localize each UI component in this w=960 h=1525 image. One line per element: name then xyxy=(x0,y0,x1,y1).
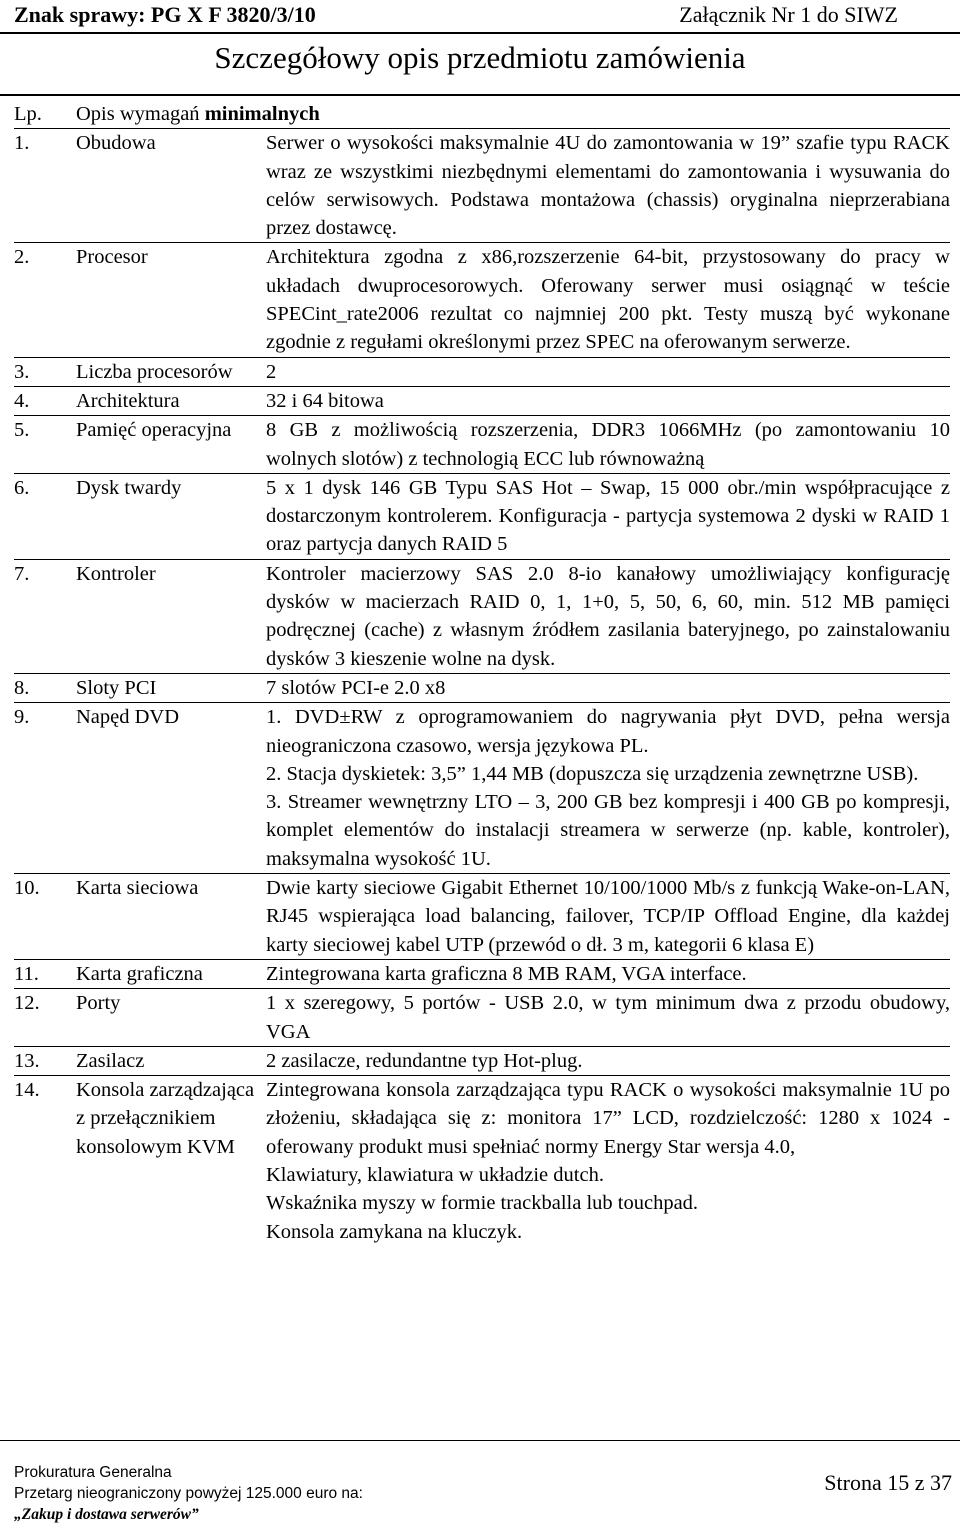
row-number: 11. xyxy=(14,962,39,985)
row-number: 3. xyxy=(14,360,30,383)
row-requirement: Dwie karty sieciowe Gigabit Ethernet 10/100/1000 Mb/s z funkcją Wake-on-LAN, RJ45 wspierająca load balancing, failover, TCP/IP Offload Engine, dla każdej karty sieciowej kabel UTP (przewód o dł. 3 m, kategorii 6 klasa E) xyxy=(266,877,950,956)
table-row xyxy=(14,358,950,387)
row-requirement xyxy=(266,1076,950,1246)
table-row xyxy=(14,703,950,874)
column-header-number: Lp. xyxy=(14,103,42,125)
table-row xyxy=(14,674,950,703)
footer-subject: „Zakup i dostawa serwerów” xyxy=(14,1506,199,1523)
table-row xyxy=(14,1076,950,1246)
row-component-name: Kontroler xyxy=(76,562,156,585)
row-component-name: Liczba procesorów xyxy=(76,360,233,383)
row-component-name: Pamięć operacyjna xyxy=(76,419,232,442)
row-requirement: 32 i 64 bitowa xyxy=(266,389,384,412)
row-number: 2. xyxy=(14,246,30,269)
row-requirement: 5 x 1 dysk 146 GB Typu SAS Hot – Swap, 15 000 obr./min współpracujące z dostarczonym kontrolerem. Konfiguracja - partycja systemowa 2 dyski w RAID 1 oraz partycja danych RAID 5 xyxy=(266,476,950,556)
row-number: 4. xyxy=(14,389,30,412)
document-title: Szczegółowy opis przedmiotu zamówienia xyxy=(214,40,746,75)
row-component-name: Zasilacz xyxy=(76,1049,145,1072)
row-requirement: 1 x szeregowy, 5 portów - USB 2.0, w tym minimum dwa z przodu obudowy, VGA xyxy=(266,992,950,1043)
attachment-label: Załącznik Nr 1 do SIWZ xyxy=(679,2,898,27)
row-requirement: Zintegrowana karta graficzna 8 MB RAM, VGA interface. xyxy=(266,962,747,985)
row-number: 12. xyxy=(14,992,40,1015)
row-component-name: Napęd DVD xyxy=(76,706,180,729)
table-header-row xyxy=(14,100,950,129)
row-component-name: Obudowa xyxy=(76,132,156,155)
page-header xyxy=(14,2,898,28)
specification-table xyxy=(14,100,950,1246)
row-requirement xyxy=(266,703,950,873)
row-component-name: Karta sieciowa xyxy=(76,877,199,900)
footer-tender: Przetarg nieograniczony powyżej 125.000 euro na: xyxy=(14,1485,363,1502)
table-row xyxy=(14,474,950,560)
column-header-description xyxy=(76,100,950,128)
footer-info xyxy=(14,1462,363,1525)
page-number: Strona 15 z 37 xyxy=(824,1470,952,1495)
row-number: 13. xyxy=(14,1049,40,1072)
case-mark: Znak sprawy: PG X F 3820/3/10 xyxy=(14,2,316,27)
row-requirement: 2 zasilacze, redundantne typ Hot-plug. xyxy=(266,1049,583,1072)
requirement-line: Konsola zamykana na kluczyk. xyxy=(266,1220,523,1243)
requirement-line: 1. DVD±RW z oprogramowaniem do nagrywania płyt DVD, pełna wersja nieograniczona czasowo, wersja językowa PL. xyxy=(266,706,950,757)
row-number: 1. xyxy=(14,132,30,155)
table-body xyxy=(14,129,950,1246)
footer-organization: Prokuratura Generalna xyxy=(14,1464,172,1481)
table-row xyxy=(14,874,950,960)
footer-divider xyxy=(0,1440,960,1441)
requirement-line: Wskaźnika myszy w formie trackballa lub touchpad. xyxy=(266,1192,699,1215)
row-number: 8. xyxy=(14,676,30,699)
column-header-description-emphasis: minimalnych xyxy=(204,103,320,125)
row-component-name: Porty xyxy=(76,992,121,1015)
row-component-name: Dysk twardy xyxy=(76,476,182,499)
row-component-name: Procesor xyxy=(76,246,148,269)
column-header-description-text: Opis wymagań xyxy=(76,103,205,125)
row-number: 6. xyxy=(14,476,30,499)
row-number: 5. xyxy=(14,419,30,442)
row-requirement: Kontroler macierzowy SAS 2.0 8-io kanałowy umożliwiający konfigurację dysków w macierzach RAID 0, 1, 1+0, 5, 50, 6, 60, min. 512 MB pamięci podręcznej (cache) z własnym źródłem zasilania bateryjnego, po zainstalowaniu dysków 3 kieszenie wolne na dysk. xyxy=(266,562,950,670)
table-row xyxy=(14,1047,950,1076)
row-requirement: 2 xyxy=(266,360,277,383)
row-component-name: Konsola zarządzająca z przełącznikiem konsolowym KVM xyxy=(76,1079,255,1158)
row-number: 7. xyxy=(14,562,30,585)
table-row xyxy=(14,416,950,474)
row-component-name: Karta graficzna xyxy=(76,962,203,985)
requirement-line: 3. Streamer wewnętrzny LTO – 3, 200 GB bez kompresji i 400 GB po kompresji, komplet elementów do instalacji streamera w serwerze (np. kable, kontroler), maksymalna wysokość 1U. xyxy=(266,791,950,870)
row-number: 14. xyxy=(14,1079,40,1102)
row-requirement: Serwer o wysokości maksymalnie 4U do zamontowania w 19” szafie typu RACK wraz ze wszystkimi niezbędnymi elementami do zamontowania i wysuwania do celów serwisowych. Podstawa montażowa (chassis) oryginalna nieprzerabiana przez dostawcę. xyxy=(266,132,950,240)
row-requirement: 7 slotów PCI-e 2.0 x8 xyxy=(266,676,446,699)
table-row xyxy=(14,989,950,1047)
title-divider xyxy=(0,94,960,96)
table-row xyxy=(14,129,950,243)
row-component-name: Sloty PCI xyxy=(76,676,157,699)
table-row xyxy=(14,560,950,674)
requirement-line: 2. Stacja dyskietek: 3,5” 1,44 MB (dopuszcza się urządzenia zewnętrzne USB). xyxy=(266,762,919,785)
header-divider xyxy=(0,32,960,34)
row-number: 10. xyxy=(14,877,40,900)
requirement-line: Klawiatury, klawiatura w układzie dutch. xyxy=(266,1163,604,1186)
row-requirement: 8 GB z możliwością rozszerzenia, DDR3 1066MHz (po zamontowaniu 10 wolnych slotów) z technologią ECC lub równoważną xyxy=(266,419,950,470)
table-row xyxy=(14,243,950,357)
requirement-line: Zintegrowana konsola zarządzająca typu RACK o wysokości maksymalnie 1U po złożeniu, składająca się z: monitora 17” LCD, rozdzielczość: 1280 x 1024 - oferowany produkt musi spełniać normy Energy Star wersja 4.0, xyxy=(266,1079,950,1158)
table-row xyxy=(14,387,950,416)
row-requirement: Architektura zgodna z x86,rozszerzenie 64-bit, przystosowany do pracy w układach dwuprocesorowych. Oferowany serwer musi osiągnąć w teście SPECint_rate2006 rezultat co najmniej 200 pkt. Testy muszą być wykonane zgodnie z regułami określonymi przez SPEC na oferowanym serwerze. xyxy=(266,246,950,354)
row-component-name: Architektura xyxy=(76,389,180,412)
row-number: 9. xyxy=(14,706,30,729)
table-row xyxy=(14,960,950,989)
